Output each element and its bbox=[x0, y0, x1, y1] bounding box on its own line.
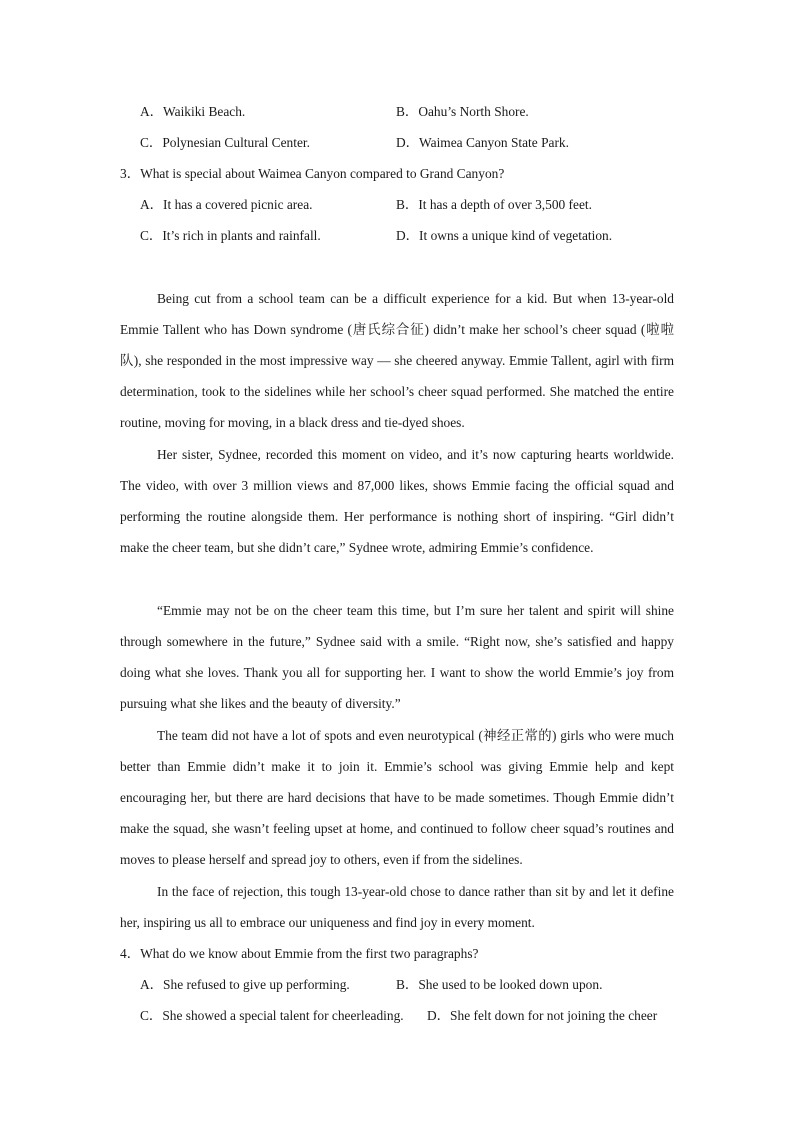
q4-option-a: A．She refused to give up performing. bbox=[140, 977, 350, 992]
q2-option-a: A．Waikiki Beach. bbox=[140, 104, 246, 119]
q3-option-a: A．It has a covered picnic area. bbox=[140, 197, 313, 212]
q3-option-c: C．It’s rich in plants and rainfall. bbox=[140, 228, 321, 243]
q4-options-row-2 bbox=[140, 1007, 700, 1025]
q4-option-c: C．She showed a special talent for cheerleading. bbox=[140, 1008, 404, 1023]
passage-paragraph-4: The team did not have a lot of spots and even neurotypical (神经正常的) girls who were much better than Emmie didn’t make it to join it. Emmie’s school was giving Emmie help and kept encouraging her, but there are hard decisions that have to be made sometimes. Though Emmie didn’t make the squad, she wasn’t feeling upset at home, and continued to follow cheer squad’s routines and moves to please herself and spread joy to others, even if from the sidelines. bbox=[120, 728, 674, 868]
passage-paragraph-3: “Emmie may not be on the cheer team this time, but I’m sure her talent and spirit will shine through somewhere in the future,” Sydnee said with a smile. “Right now, she’s satisfied and happy doing what she loves. Thank you all for supporting her. I want to show the world Emmie’s joy from pursuing what she likes and the beauty of diversity.” bbox=[120, 603, 674, 712]
q4-question: 4．What do we know about Emmie from the first two paragraphs? bbox=[120, 946, 479, 961]
passage-paragraph-5: In the face of rejection, this tough 13-year-old chose to dance rather than sit by and let it define her, inspiring us all to embrace our uniqueness and find joy in every moment. bbox=[120, 884, 674, 931]
q2-options-row-1 bbox=[140, 103, 700, 121]
q2-options-row-2 bbox=[140, 134, 700, 152]
q3-option-d: D．It owns a unique kind of vegetation. bbox=[396, 228, 613, 243]
q2-option-c: C．Polynesian Cultural Center. bbox=[140, 135, 310, 150]
q3-question: 3．What is special about Waimea Canyon compared to Grand Canyon? bbox=[120, 166, 505, 181]
q3-option-b: B．It has a depth of over 3,500 feet. bbox=[396, 197, 592, 212]
q3-options-row-1 bbox=[140, 196, 700, 214]
q4-option-d: D．She felt down for not joining the cheer bbox=[427, 1008, 658, 1023]
q2-option-b: B．Oahu’s North Shore. bbox=[396, 104, 529, 119]
q4-options-row-1 bbox=[140, 976, 700, 994]
q3-options-row-2 bbox=[140, 227, 700, 245]
passage-paragraph-2: Her sister, Sydnee, recorded this moment on video, and it’s now capturing hearts worldwide. The video, with over 3 million views and 87,000 likes, shows Emmie facing the official squad and performing the routine alongside them. Her performance is nothing short of inspiring. “Girl didn’t make the cheer team, but she didn’t care,” Sydnee wrote, admiring Emmie’s confidence. bbox=[120, 447, 674, 556]
q4-option-b: B．She used to be looked down upon. bbox=[396, 977, 603, 992]
q2-option-d: D．Waimea Canyon State Park. bbox=[396, 135, 569, 150]
passage-paragraph-1: Being cut from a school team can be a difficult experience for a kid. But when 13-year-old Emmie Tallent who has Down syndrome (唐氏综合征) didn’t make her school’s cheer squad (啦啦队), she responded in the most impressive way — she cheered anyway. Emmie Tallent, agirl with firm determination, took to the sidelines while her school’s cheer squad performed. She matched the entire routine, moving for moving, in a black dress and tie-dyed shoes. bbox=[120, 291, 674, 431]
